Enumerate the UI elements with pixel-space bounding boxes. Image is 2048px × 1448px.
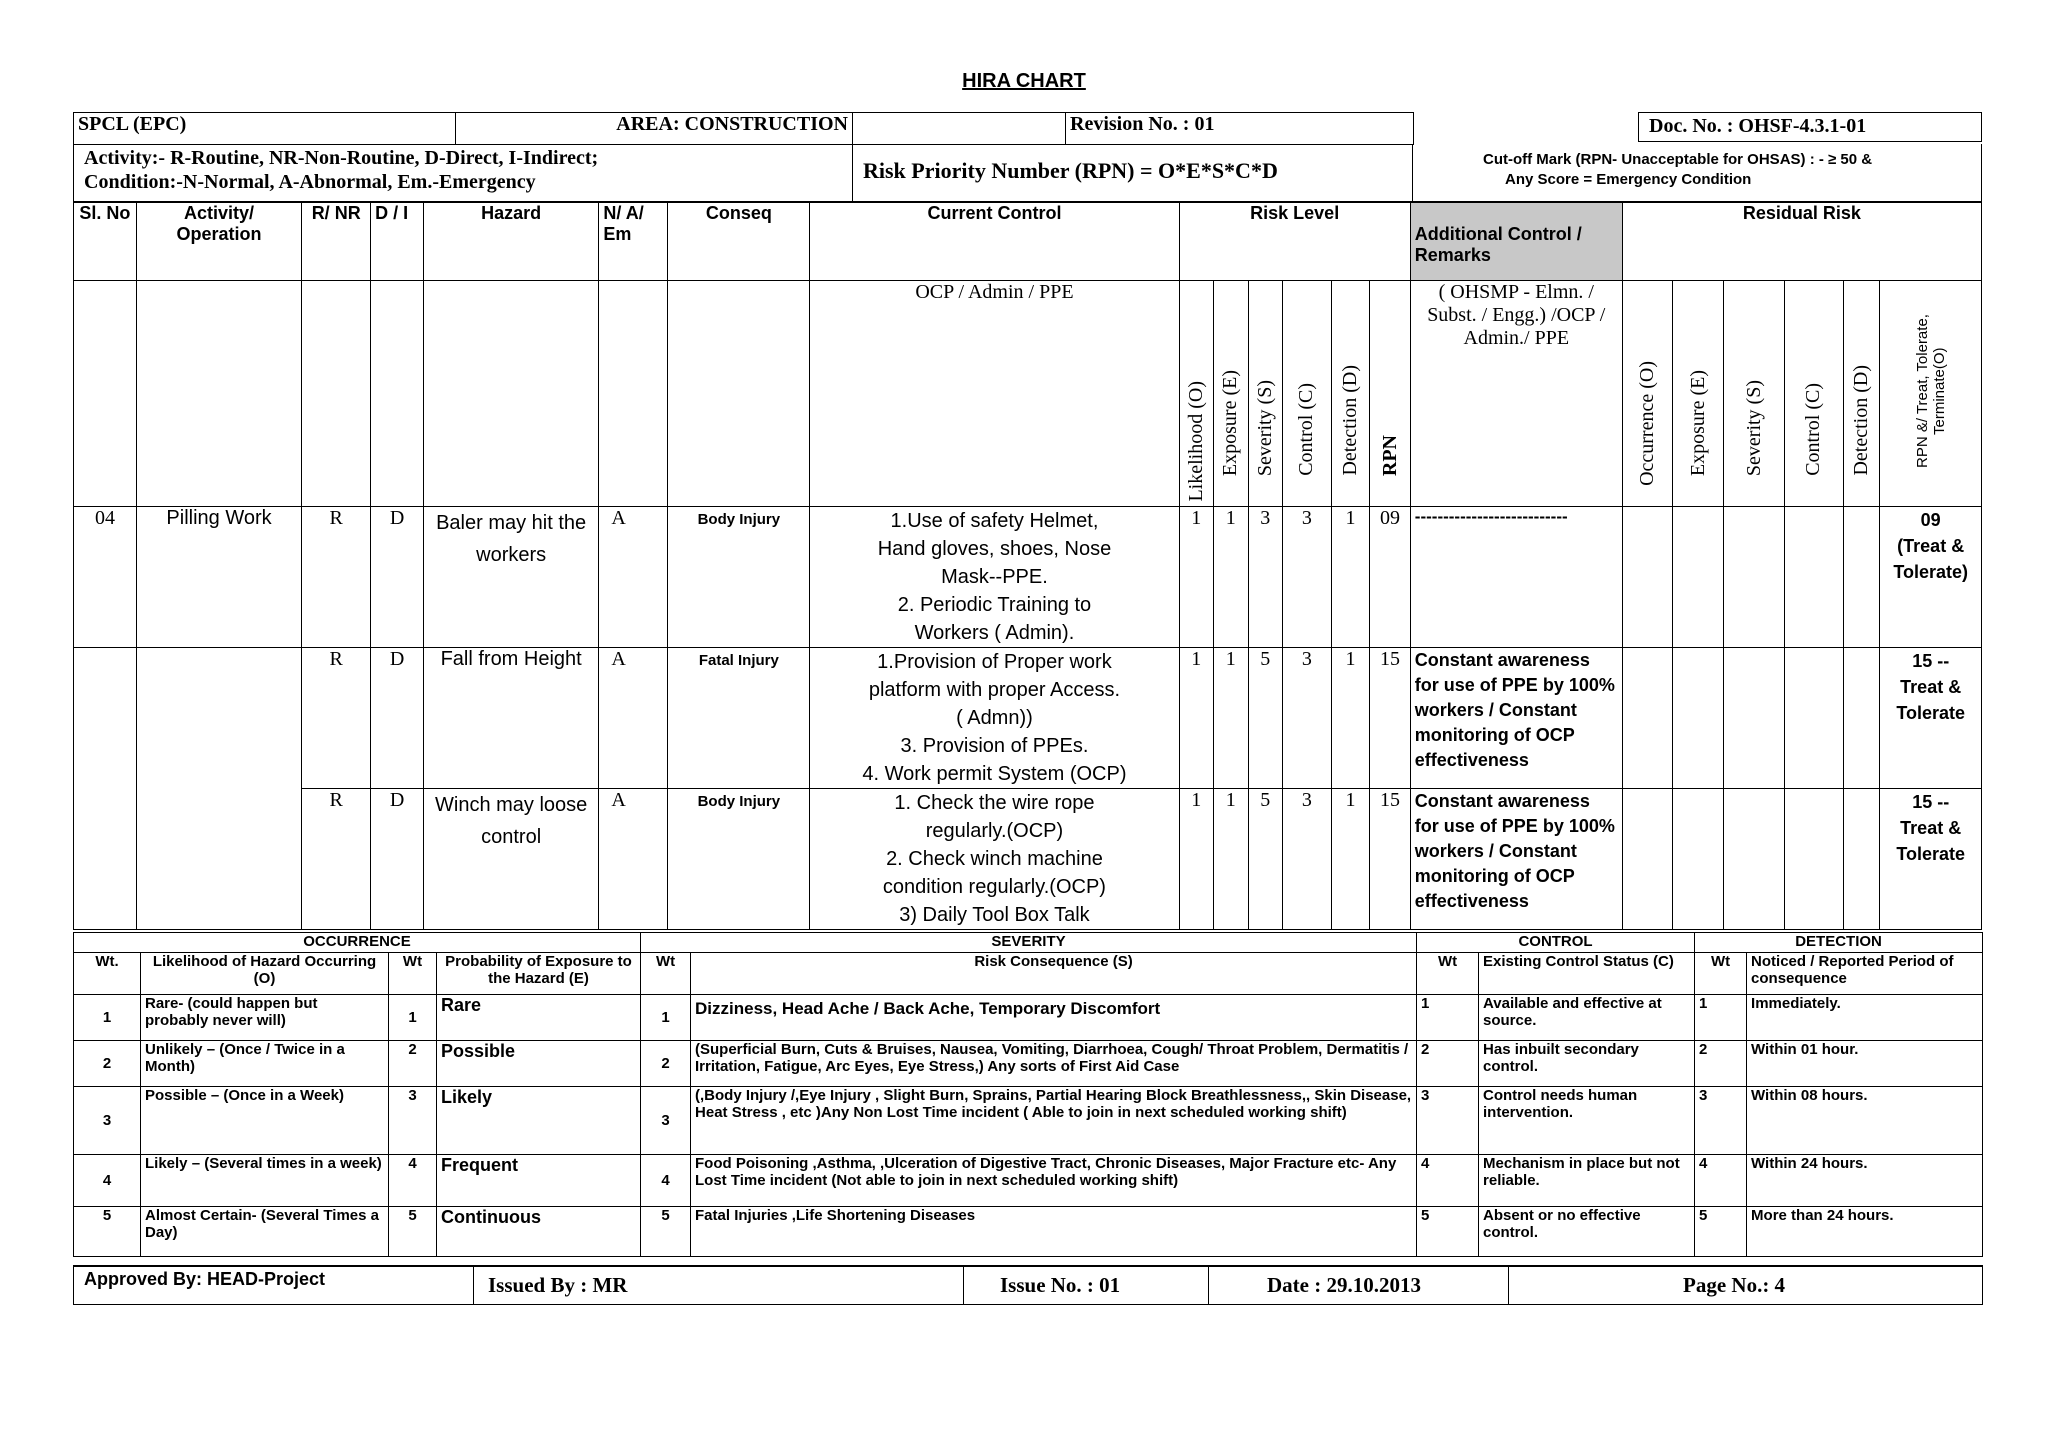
consequence-hdr: Risk Consequence (S) — [691, 953, 1417, 995]
legend-detection: Immediately. — [1747, 995, 1983, 1041]
additional-control-sub: ( OHSMP - Elmn. / Subst. / Engg.) /OCP / Admin./ PPE — [1410, 281, 1622, 507]
res-exposure-header: Exposure (E) — [1686, 369, 1709, 476]
res-severity-header: Severity (S) — [1742, 379, 1765, 476]
control-hdr: Existing Control Status (C) — [1479, 953, 1695, 995]
row-e: 1 — [1214, 648, 1248, 789]
row-additional: --------------------------- — [1410, 507, 1622, 648]
row-c: 3 — [1283, 789, 1332, 930]
legend-wt: 3 — [74, 1087, 141, 1155]
hira-table — [73, 202, 1982, 930]
col-risk-level: Risk Level — [1179, 203, 1410, 281]
col-rnr: R/ NR — [302, 203, 371, 281]
cutoff-line1: Cut-off Mark (RPN- Unacceptable for OHSAS) : - ≥ 50 & — [1483, 151, 1873, 168]
row-rnr: R — [302, 648, 371, 789]
row-conseq: Fatal Injury — [668, 648, 810, 789]
legend-wt: 3 — [1695, 1087, 1747, 1155]
legend-wt: 1 — [1417, 995, 1479, 1041]
legend-control: Control needs human intervention. — [1479, 1087, 1695, 1155]
legend-row — [74, 1207, 1983, 1257]
row-hazard: Baler may hit the workers — [423, 507, 598, 648]
row-rnr: R — [302, 789, 371, 930]
control-line: condition regularly.(OCP) — [882, 876, 1106, 898]
legend-severity: Dizziness, Head Ache / Back Ache, Temporary Discomfort — [691, 995, 1417, 1041]
legend-likelihood: Possible – (Once in a Week) — [141, 1087, 389, 1155]
row-conseq: Body Injury — [668, 789, 810, 930]
legend-table — [73, 932, 1983, 1257]
legend-wt: 1 — [641, 995, 691, 1041]
control-line: 1.Use of safety Helmet, — [890, 510, 1099, 532]
severity-title: SEVERITY — [641, 933, 1417, 953]
legend-detection: Within 01 hour. — [1747, 1041, 1983, 1087]
residual-line: 09 — [1920, 510, 1941, 530]
col-di: D / I — [371, 203, 424, 281]
row-s: 5 — [1248, 789, 1282, 930]
legend-detection: Within 24 hours. — [1747, 1155, 1983, 1207]
severity-header: Severity (S) — [1253, 379, 1276, 476]
issued-by: Issued By : MR — [474, 1266, 964, 1304]
row-nae: A — [599, 648, 668, 789]
legend-wt: 2 — [641, 1041, 691, 1087]
legend-severity: Fatal Injuries ,Life Shortening Diseases — [691, 1207, 1417, 1257]
control-line: Hand gloves, shoes, Nose — [877, 538, 1112, 560]
legend-wt: 3 — [1417, 1087, 1479, 1155]
company-name: SPCL (EPC) — [74, 113, 456, 145]
table-row — [74, 789, 1982, 930]
row-rpn: 15 — [1370, 648, 1411, 789]
rpn-formula: Risk Priority Number (RPN) = O*E*S*C*D — [853, 144, 1413, 202]
legend-wt: 2 — [74, 1041, 141, 1087]
control-header: Control (C) — [1295, 383, 1318, 476]
legend-exposure: Rare — [437, 995, 641, 1041]
row-di: D — [371, 789, 424, 930]
legend-wt: 2 — [1417, 1041, 1479, 1087]
legend-wt: 3 — [641, 1087, 691, 1155]
residual-line: Treat & — [1900, 818, 1962, 838]
approved-by: Approved By: HEAD-Project — [74, 1266, 474, 1304]
col-conseq: Conseq — [668, 203, 810, 281]
likelihood-hdr: Likelihood of Hazard Occurring (O) — [141, 953, 389, 995]
wt-header: Wt — [641, 953, 691, 995]
legend-wt: 1 — [389, 995, 437, 1041]
row-nae: A — [599, 789, 668, 930]
legend-exposure: Likely — [437, 1087, 641, 1155]
row-additional: Constant awareness for use of PPE by 100% workers / Constant monitoring of OCP effectiveness — [1410, 648, 1622, 789]
condition-legend: Condition:-N-Normal, A-Abnormal, Em.-Emergency — [84, 171, 536, 193]
row-rpn: 15 — [1370, 789, 1411, 930]
residual-line: Treat & — [1900, 677, 1962, 697]
issue-number: Issue No. : 01 — [964, 1266, 1209, 1304]
legend-exposure: Possible — [437, 1041, 641, 1087]
legend-exposure: Continuous — [437, 1207, 641, 1257]
legend-likelihood: Likely – (Several times in a week) — [141, 1155, 389, 1207]
row-d: 1 — [1331, 648, 1370, 789]
legend-detection: More than 24 hours. — [1747, 1207, 1983, 1257]
legend-row — [74, 1041, 1983, 1087]
area-label: AREA: CONSTRUCTION — [456, 113, 853, 145]
header-table — [73, 112, 1414, 145]
residual-line: Tolerate — [1896, 703, 1966, 723]
row-hazard: Winch may loose control — [423, 789, 598, 930]
detection-hdr: Noticed / Reported Period of consequence — [1747, 953, 1983, 995]
row-s: 3 — [1248, 507, 1282, 648]
legend-exposure: Frequent — [437, 1155, 641, 1207]
detection-header: Detection (D) — [1338, 365, 1361, 476]
row-o: 1 — [1179, 789, 1213, 930]
row-hazard: Fall from Height — [423, 648, 598, 789]
legend-severity: (Superficial Burn, Cuts & Bruises, Nausea, Vomiting, Diarrhoea, Cough/ Throat Problem, Dermatitis / Irritation, Fatigue, Arc Eyes, Eye Stress,) Any sorts of First Aid Case — [691, 1041, 1417, 1087]
legend-row — [74, 1087, 1983, 1155]
revision-label: Revision No. : 01 — [1066, 113, 1414, 145]
detection-title: DETECTION — [1695, 933, 1983, 953]
row-c: 3 — [1283, 648, 1332, 789]
row-nae: A — [599, 507, 668, 648]
control-line: 2. Periodic Training to — [897, 594, 1092, 616]
wt-header: Wt — [1417, 953, 1479, 995]
row-sl: 04 — [74, 507, 137, 648]
residual-line: Tolerate — [1896, 844, 1966, 864]
legend-wt: 4 — [74, 1155, 141, 1207]
res-occurrence-header: Occurrence (O) — [1636, 361, 1659, 486]
row-di: D — [371, 507, 424, 648]
legend-likelihood: Rare- (could happen but probably never will) — [141, 995, 389, 1041]
control-line: 3. Provision of PPEs. — [900, 735, 1089, 757]
legend-control: Mechanism in place but not reliable. — [1479, 1155, 1695, 1207]
legend-wt: 1 — [74, 995, 141, 1041]
row-di: D — [371, 648, 424, 789]
issue-date: Date : 29.10.2013 — [1209, 1266, 1509, 1304]
control-line: ( Admn)) — [956, 707, 1033, 729]
current-control-sub: OCP / Admin / PPE — [810, 281, 1179, 507]
legend-severity: Food Poisoning ,Asthma, ,Ulceration of Digestive Tract, Chronic Diseases, Major Fracture etc- Any Lost Time incident (Not able to join in next scheduled working shift) — [691, 1155, 1417, 1207]
control-line: Mask--PPE. — [941, 566, 1048, 588]
row-e: 1 — [1214, 789, 1248, 930]
legend-control: Has inbuilt secondary control. — [1479, 1041, 1695, 1087]
legend-wt: 5 — [641, 1207, 691, 1257]
col-hazard: Hazard — [423, 203, 598, 281]
row-rnr: R — [302, 507, 371, 648]
col-current-control: Current Control — [810, 203, 1179, 281]
wt-header: Wt. — [74, 953, 141, 995]
page-title: HIRA CHART — [962, 70, 1086, 92]
res-detection-header: Detection (D) — [1850, 365, 1873, 476]
legend-wt: 5 — [1695, 1207, 1747, 1257]
residual-line: 15 -- — [1912, 651, 1950, 671]
exposure-hdr: Probability of Exposure to the Hazard (E) — [437, 953, 641, 995]
legend-row — [74, 995, 1983, 1041]
legend-wt: 1 — [1695, 995, 1747, 1041]
wt-header: Wt — [1695, 953, 1747, 995]
legend-wt: 3 — [389, 1087, 437, 1155]
control-line: 1.Provision of Proper work — [877, 651, 1112, 673]
likelihood-header: Likelihood (O) — [1184, 381, 1207, 502]
exposure-header: Exposure (E) — [1219, 369, 1242, 476]
legend-wt: 4 — [641, 1155, 691, 1207]
legend-wt: 4 — [1695, 1155, 1747, 1207]
residual-line: Tolerate) — [1893, 562, 1969, 582]
control-title: CONTROL — [1417, 933, 1695, 953]
legend-wt: 2 — [389, 1041, 437, 1087]
residual-line: 15 -- — [1912, 792, 1950, 812]
legend-likelihood: Unlikely – (Once / Twice in a Month) — [141, 1041, 389, 1087]
legend-wt: 4 — [389, 1155, 437, 1207]
legend-row — [74, 1155, 1983, 1207]
activity-legend: Activity:- R-Routine, NR-Non-Routine, D-Direct, I-Indirect; — [84, 147, 599, 169]
control-line: 2. Check winch machine — [886, 848, 1103, 870]
row-s: 5 — [1248, 648, 1282, 789]
control-line: 4. Work permit System (OCP) — [862, 763, 1127, 785]
col-residual-risk: Residual Risk — [1622, 203, 1981, 281]
row-activity: Pilling Work — [136, 507, 301, 648]
legend-likelihood: Almost Certain- (Several Times a Day) — [141, 1207, 389, 1257]
occurrence-title: OCCURRENCE — [74, 933, 641, 953]
rpn-header: RPN — [1378, 434, 1401, 476]
page-number: Page No.: 4 — [1509, 1266, 1983, 1304]
col-activity: Activity/ Operation — [136, 203, 301, 281]
row-e: 1 — [1214, 507, 1248, 648]
row-d: 1 — [1331, 789, 1370, 930]
row-conseq: Body Injury — [668, 507, 810, 648]
table-row — [74, 648, 1982, 789]
col-additional-control: Additional Control / Remarks — [1410, 203, 1622, 281]
legend-wt: 5 — [1417, 1207, 1479, 1257]
row-d: 1 — [1331, 507, 1370, 648]
control-line: Workers ( Admin). — [914, 622, 1075, 644]
cutoff-line2: Any Score = Emergency Condition — [1505, 171, 1752, 188]
wt-header: Wt — [389, 953, 437, 995]
legend-detection: Within 08 hours. — [1747, 1087, 1983, 1155]
control-line: platform with proper Access. — [868, 679, 1121, 701]
table-row — [74, 507, 1982, 648]
legend-wt: 4 — [1417, 1155, 1479, 1207]
res-rpn-header: RPN &/ Treat, Tolerate, Terminate(O) — [1913, 314, 1948, 468]
legend-wt: 5 — [389, 1207, 437, 1257]
control-line: 3) Daily Tool Box Talk — [899, 904, 1090, 926]
control-line: 1. Check the wire rope — [894, 792, 1095, 814]
legend-severity: (,Body Injury /,Eye Injury , Slight Burn, Sprains, Partial Hearing Block Breathlessness,, Skin Disease, Heat Stress , etc )Any Non Lost Time incident ( Able to join in next scheduled working shift) — [691, 1087, 1417, 1155]
control-line: regularly.(OCP) — [925, 820, 1064, 842]
legend-control: Absent or no effective control. — [1479, 1207, 1695, 1257]
row-o: 1 — [1179, 507, 1213, 648]
doc-number: Doc. No. : OHSF-4.3.1-01 — [1638, 112, 1982, 142]
legend-wt: 2 — [1695, 1041, 1747, 1087]
footer-table — [73, 1265, 1983, 1305]
col-nae: N/ A/ Em — [599, 203, 668, 281]
residual-line: (Treat & — [1897, 536, 1965, 556]
row-additional: Constant awareness for use of PPE by 100% workers / Constant monitoring of OCP effectiveness — [1410, 789, 1622, 930]
legend-control: Available and effective at source. — [1479, 995, 1695, 1041]
res-control-header: Control (C) — [1802, 383, 1825, 476]
row-c: 3 — [1283, 507, 1332, 648]
row-rpn: 09 — [1370, 507, 1411, 648]
row-o: 1 — [1179, 648, 1213, 789]
legend-wt: 5 — [74, 1207, 141, 1257]
col-sl: Sl. No — [74, 203, 137, 281]
